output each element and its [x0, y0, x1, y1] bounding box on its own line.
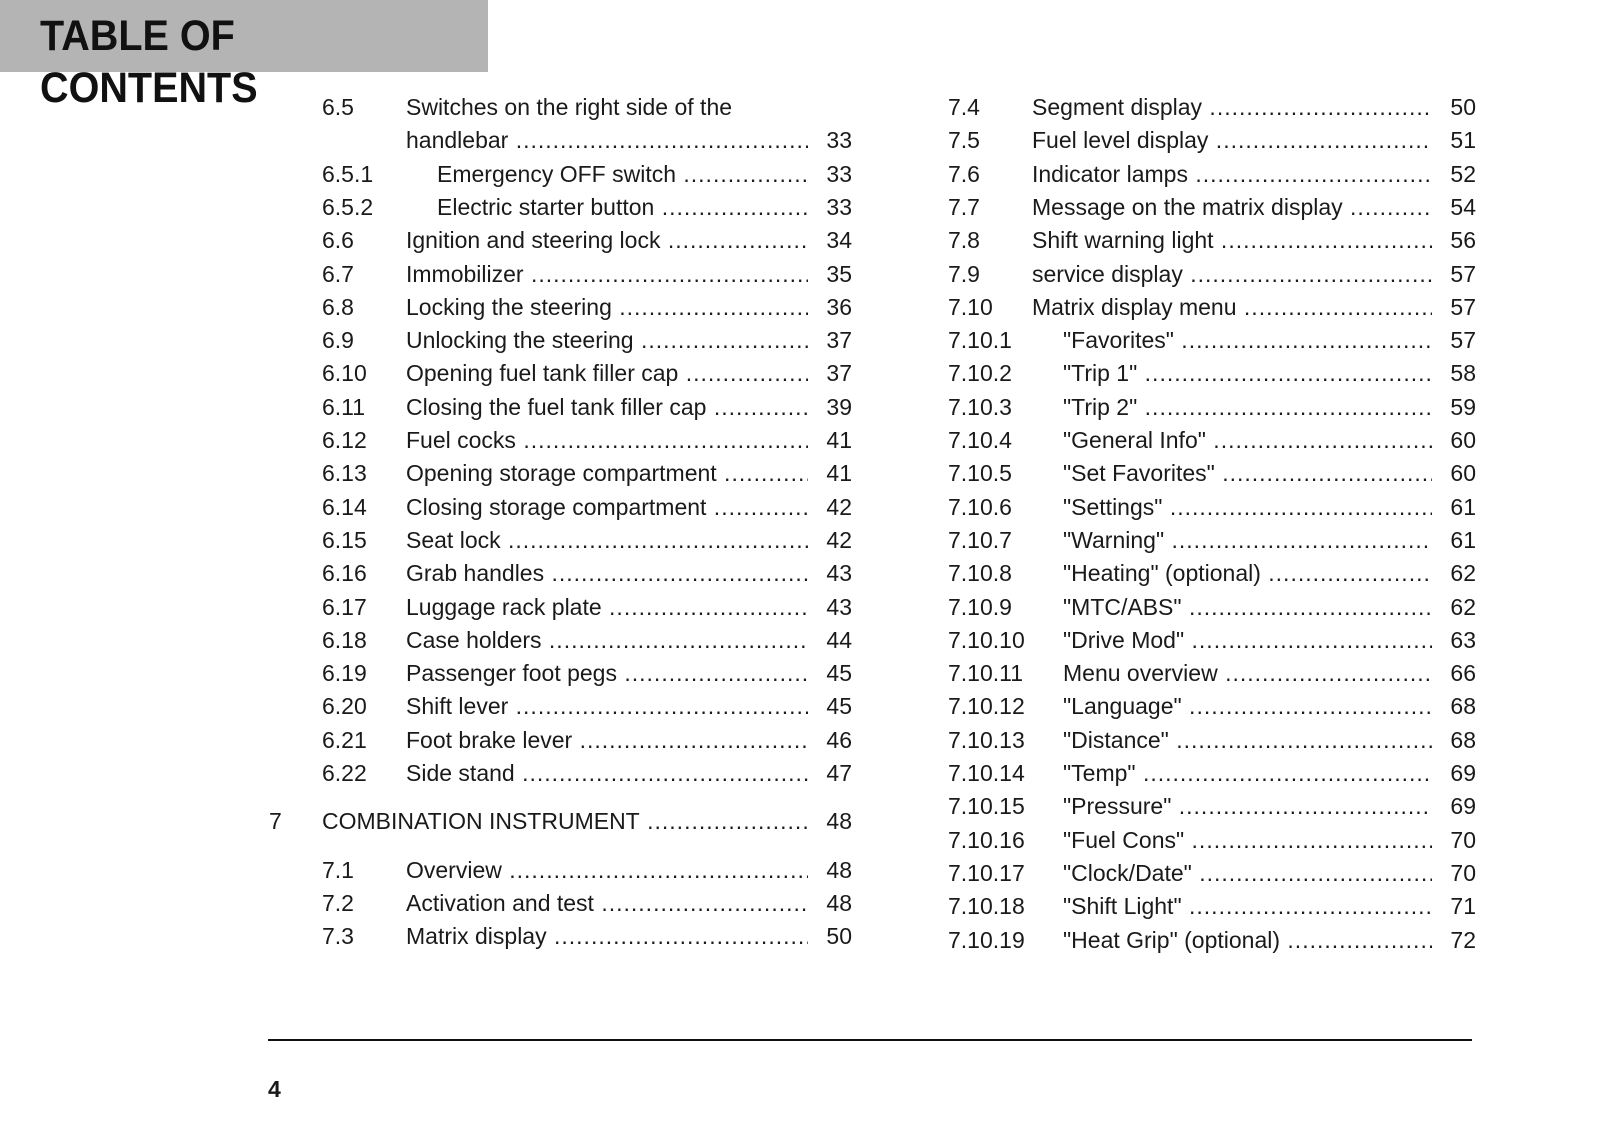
toc-entry[interactable]: [0, 225, 1600, 255]
toc-entry-title: Shift lever .....: [406, 691, 808, 721]
toc-entry-page: 50: [826, 923, 852, 950]
toc-entry-page: 48: [826, 808, 852, 835]
toc-entry[interactable]: [0, 791, 1600, 821]
toc-entry[interactable]: [0, 825, 1600, 855]
toc-entry-number: 7.10.4: [948, 427, 1012, 453]
toc-entry[interactable]: [0, 558, 1600, 588]
toc-entry[interactable]: [0, 725, 1600, 755]
toc-entry-page: 47: [826, 760, 852, 786]
toc-entry-title: Indicator lamps .....: [1032, 159, 1432, 189]
toc-entry-number: 7.10.16: [948, 826, 1025, 853]
toc-entry-number: 7.2: [322, 889, 354, 916]
toc-entry-number: 6.5.2: [322, 193, 374, 220]
toc-entry-number: 7.6: [948, 160, 980, 187]
toc-entry-title: Segment display .....: [1032, 92, 1432, 122]
toc-entry-title: Message on the matrix display .....: [1032, 192, 1432, 222]
toc-entry-number: 7.10.12: [948, 693, 1025, 720]
page-number: 4: [268, 1076, 281, 1102]
toc-entry-number: 6.22: [322, 760, 367, 786]
toc-entry-page: 69: [1450, 760, 1476, 786]
toc-entry-page: 43: [826, 593, 852, 620]
toc-entry-number: 6.11: [322, 393, 366, 420]
toc-entry-page: 58: [1450, 360, 1476, 387]
toc-entry-page: 37: [826, 327, 852, 354]
toc-entry-page: 45: [826, 693, 852, 720]
toc-entry-page: 46: [826, 726, 852, 753]
toc-entry[interactable]: [0, 159, 1600, 189]
toc-entry-title: "Temp" .....: [1063, 758, 1432, 788]
toc-entry-title: "Favorites" .....: [1063, 325, 1432, 355]
toc-entry-title: "Drive Mod" .....: [1063, 625, 1432, 655]
toc-entry-title: Case holders .....: [406, 625, 808, 655]
toc-entry-page: 41: [826, 427, 852, 453]
toc-entry-number: 6.5.1: [322, 160, 374, 187]
toc-entry-number: 7.10.15: [948, 793, 1025, 820]
toc-entry-number: 7.10.14: [948, 760, 1025, 786]
toc-entry-page: 43: [826, 560, 852, 587]
toc-entry-number: 6.16: [322, 560, 367, 587]
toc-entry-title: Grab handles .....: [406, 558, 808, 588]
toc-entry-number: 7.10.13: [948, 726, 1025, 753]
toc-entry-number: 7.4: [948, 94, 980, 120]
toc-entry-page: 60: [1450, 427, 1476, 453]
toc-entry-number: 7.10.2: [948, 360, 1012, 387]
toc-entry-title: "Fuel Cons" .....: [1063, 825, 1432, 855]
toc-entry-number: 7.8: [948, 227, 980, 254]
toc-entry-page: 42: [826, 493, 852, 520]
toc-entry-number: 6.6: [322, 227, 354, 254]
toc-entry-number: 7.10.19: [948, 926, 1025, 953]
toc-entry[interactable]: [0, 858, 1600, 888]
toc-entry-title: Seat lock .....: [406, 525, 808, 555]
toc-entry-page: 57: [1450, 260, 1476, 287]
toc-entry-title: Opening storage compartment .....: [406, 458, 808, 488]
toc-entry-title: "Warning" .....: [1063, 525, 1432, 555]
toc-entry-page: 66: [1450, 660, 1476, 687]
toc-entry-number: 7.10.6: [948, 493, 1012, 520]
toc-entry-title: Fuel level display .....: [1032, 125, 1432, 155]
toc-entry-title: Closing the fuel tank filler cap .....: [406, 392, 808, 422]
toc-entry-page: 68: [1450, 726, 1476, 753]
toc-entry-page: 45: [826, 660, 852, 687]
toc-entry-page: 70: [1450, 859, 1476, 886]
toc-entry-page: 59: [1450, 393, 1476, 420]
page-title: TABLE OF CONTENTS: [40, 12, 258, 112]
toc-entry-number: 7.7: [948, 193, 980, 220]
toc-entry-number: 6.14: [322, 493, 367, 520]
toc-entry[interactable]: [0, 691, 1600, 721]
toc-entry-title: Closing storage compartment .....: [406, 492, 808, 522]
toc-entry-number: 6.20: [322, 693, 367, 720]
toc-entry-page: 60: [1450, 460, 1476, 487]
toc-entry-title: Opening fuel tank filler cap .....: [406, 358, 808, 388]
toc-entry[interactable]: [0, 525, 1600, 555]
toc-entry-title: "Heating" (optional) .....: [1063, 558, 1432, 588]
toc-entry-title: "Clock/Date" .....: [1063, 858, 1432, 888]
toc-entry-title: "Trip 1" .....: [1063, 358, 1432, 388]
toc-entry[interactable]: [0, 292, 1600, 322]
toc-entry-title: service display .....: [1032, 259, 1432, 289]
toc-entry-number: 7.10.5: [948, 460, 1012, 487]
toc-entry-title: Foot brake lever .....: [406, 725, 808, 755]
toc-entry-page: 72: [1450, 926, 1476, 953]
toc-entry-number: 7.1: [322, 856, 354, 883]
toc-entry-number: 6.9: [322, 327, 354, 354]
toc-entry-title: Matrix display .....: [406, 921, 808, 951]
toc-entry-title: Locking the steering .....: [406, 292, 808, 322]
toc-entry[interactable]: [0, 758, 1600, 788]
toc-entry-number: 7.10.9: [948, 593, 1012, 620]
toc-entry-page: 62: [1450, 560, 1476, 587]
toc-entry-title: handlebar .....: [406, 125, 808, 155]
toc-entry[interactable]: [0, 92, 1600, 122]
toc-entry[interactable]: [0, 658, 1600, 688]
toc-entry-number: 7.10.18: [948, 893, 1025, 920]
toc-entry-number: 6.5: [322, 94, 354, 120]
toc-entry-title: "Shift Light" .....: [1063, 891, 1432, 921]
toc-entry-title: "Heat Grip" (optional) .....: [1063, 925, 1432, 955]
toc-entry-number: 6.18: [322, 626, 367, 653]
toc-entry-number: 6.10: [322, 360, 367, 387]
toc-entry-number: 6.15: [322, 526, 367, 553]
toc-entry-title: "Language" .....: [1063, 691, 1432, 721]
toc-entry-page: 33: [826, 193, 852, 220]
toc-entry-number: 7.10.17: [948, 859, 1025, 886]
toc-entry[interactable]: [0, 259, 1600, 289]
toc-entry-title: Side stand .....: [406, 758, 808, 788]
toc-entry-page: 69: [1450, 793, 1476, 820]
toc-entry[interactable]: [0, 425, 1600, 455]
toc-entry-number: 7.10.10: [948, 626, 1025, 653]
toc-entry-page: 51: [1450, 127, 1476, 154]
toc-entry[interactable]: [0, 192, 1600, 222]
toc-entry-title: "Pressure" .....: [1063, 791, 1432, 821]
toc-entry-number: 7.10.8: [948, 560, 1012, 587]
toc-entry-page: 71: [1450, 893, 1476, 920]
toc-entry-page: 48: [826, 856, 852, 883]
toc-entry[interactable]: [0, 891, 1600, 921]
toc-entry[interactable]: [0, 592, 1600, 622]
toc-entry-number: 6.8: [322, 293, 354, 320]
toc-entry-page: 57: [1450, 327, 1476, 354]
toc-entry[interactable]: [0, 392, 1600, 422]
toc-entry-page: 37: [826, 360, 852, 387]
toc-entry[interactable]: [0, 492, 1600, 522]
toc-entry-number: 7.10.3: [948, 393, 1012, 420]
toc-entry-page: 36: [826, 293, 852, 320]
toc-entry-number: 6.7: [322, 260, 354, 287]
toc-entry-page: 63: [1450, 626, 1476, 653]
toc-entry-title: Luggage rack plate .....: [406, 592, 808, 622]
toc-entry-title: Ignition and steering lock .....: [406, 225, 808, 255]
toc-entry-title: "Distance" .....: [1063, 725, 1432, 755]
toc-entry-number: 7.3: [322, 923, 354, 950]
toc-entry-title: Shift warning light .....: [1032, 225, 1432, 255]
toc-entry-page: 54: [1450, 193, 1476, 220]
toc-entry-title: "General Info" .....: [1063, 425, 1432, 455]
toc-entry-title: "Trip 2" .....: [1063, 392, 1432, 422]
toc-entry-title: Fuel cocks .....: [406, 425, 808, 455]
toc-entry-title: COMBINATION INSTRUMENT .....: [322, 806, 808, 836]
toc-entry-number: 6.13: [322, 460, 367, 487]
toc-entry-title: "MTC/ABS" .....: [1063, 592, 1432, 622]
toc-entry-number: 7.10.1: [948, 327, 1012, 354]
toc-entry-page: 61: [1450, 493, 1476, 520]
toc-entry-page: 39: [826, 393, 852, 420]
toc-entry-number: 6.19: [322, 660, 367, 687]
toc-entry-page: 52: [1450, 160, 1476, 187]
toc-entry-page: 57: [1450, 293, 1476, 320]
toc-entry-title: Passenger foot pegs .....: [406, 658, 808, 688]
toc-entry-page: 56: [1450, 227, 1476, 254]
toc-entry-number: 7.10.7: [948, 526, 1012, 553]
toc-entry-page: 42: [826, 526, 852, 553]
toc-entry[interactable]: [0, 358, 1600, 388]
toc-entry-title: Switches on the right side of the: [406, 94, 733, 120]
toc-entry-page: 33: [826, 160, 852, 187]
toc-entry-number: 6.21: [322, 726, 367, 753]
footer-rule: [268, 1039, 1472, 1041]
toc-entry-number: 6.12: [322, 427, 367, 453]
toc-entry-title: "Set Favorites" .....: [1063, 458, 1432, 488]
toc-entry[interactable]: [0, 458, 1600, 488]
toc-entry-page: 34: [826, 227, 852, 254]
toc-entry-title: Immobilizer .....: [406, 259, 808, 289]
toc-entry-number: 7.10.11: [948, 660, 1024, 687]
toc-entry-title: "Settings" .....: [1063, 492, 1432, 522]
toc-entry-page: 62: [1450, 593, 1476, 620]
toc-entry-number: 6.17: [322, 593, 367, 620]
toc-entry-title: Unlocking the steering .....: [406, 325, 808, 355]
toc-entry-title: Emergency OFF switch .....: [437, 159, 808, 189]
toc-entry-page: 50: [1450, 94, 1476, 120]
toc-entry-number: 7: [269, 808, 282, 835]
toc-entry-page: 33: [826, 127, 852, 154]
toc-entry-page: 41: [826, 460, 852, 487]
toc-entry-page: 68: [1450, 693, 1476, 720]
toc-entry-title: Overview .....: [406, 855, 808, 885]
toc-entry-title: Electric starter button .....: [437, 192, 808, 222]
toc-entry-page: 35: [826, 260, 852, 287]
toc-entry-number: 7.9: [948, 260, 980, 287]
toc-entry-title: Matrix display menu .....: [1032, 292, 1432, 322]
toc-entry[interactable]: [0, 925, 1600, 955]
toc-entry-number: 7.10: [948, 293, 993, 320]
toc-entry-page: 44: [826, 626, 852, 653]
toc-entry-page: 70: [1450, 826, 1476, 853]
toc-entry[interactable]: [0, 625, 1600, 655]
toc-entry-page: 61: [1450, 526, 1476, 553]
toc-entry-number: 7.5: [948, 127, 980, 154]
toc-entry-page: 48: [826, 889, 852, 916]
toc-entry[interactable]: [0, 125, 1600, 155]
toc-entry[interactable]: [0, 325, 1600, 355]
toc-entry-title: Activation and test .....: [406, 888, 808, 918]
toc-entry-title: Menu overview .....: [1063, 658, 1432, 688]
